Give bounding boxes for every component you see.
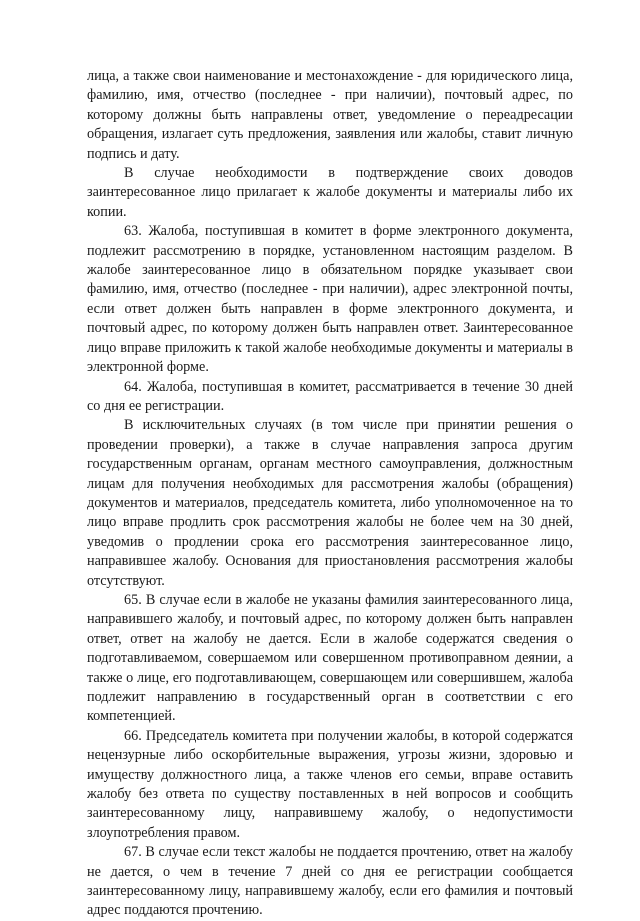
paragraph-exceptional-cases: В исключительных случаях (в том числе при принятии решения о проведении проверки), а также в случае направления запроса другим государственным органам, органам местного самоуправления, должностным лицам для получения необходимых для рассмотрения жалобы (обращения) документов и материалов, председатель комитета, либо уполномоченное на то лицо вправе продлить срок рассмотрения жалобы не более чем на 30 дней, уведомив о продлении срока его рассмотрения заинтересованное лицо, направившее жалобу. Основания для приостановления рассмотрения жалобы отсутствуют. (87, 417, 573, 589)
paragraph-item-63: 63. Жалоба, поступившая в комитет в форме электронного документа, подлежит рассмотрению в порядке, установленном настоящим разделом. В жалобе заинтересованное лицо в обязательном порядке указывает свои фамилию, имя, отчество (последнее - при наличии), адрес электронной почты, если ответ должен быть направлен в форме электронного документа, и почтовый адрес, по которому должен быть направлен ответ. Заинтересованное лицо вправе приложить к такой жалобе необходимые документы и материалы в электронной форме. (87, 223, 573, 376)
paragraph-item-64: 64. Жалоба, поступившая в комитет, рассматривается в течение 30 дней со дня ее регистрации. (87, 378, 573, 414)
document-page (87, 67, 573, 921)
paragraph-continuation: лица, а также свои наименование и местонахождение - для юридического лица, фамилию, имя, отчество (последнее - при наличии), почтовый адрес, по которому должны быть направлены ответ, уведомление о переадресации обращения, излагает суть предложения, заявления или жалобы, ставит личную подпись и дату. (87, 68, 573, 162)
paragraph-item-65: 65. В случае если в жалобе не указаны фамилия заинтересованного лица, направившего жалобу, и почтовый адрес, по которому должен быть направлен ответ, ответ на жалобу не дается. Если в жалобе содержатся сведения о подготавливаемом, совершаемом или совершенном противоправном деянии, а также о лице, его подготавливающем, совершающем или совершившем, жалоба подлежит направлению в государственный орган в соответствии с его компетенцией. (87, 591, 573, 725)
paragraph-item-67: 67. В случае если текст жалобы не поддается прочтению, ответ на жалобу не дается, о чем в течение 7 дней со дня ее регистрации сообщается заинтересованному лицу, направившему жалобу, если его фамилия и почтовый адрес поддаются прочтению. (87, 844, 573, 919)
paragraph-item-66: 66. Председатель комитета при получении жалобы, в которой содержатся нецензурные либо оскорбительные выражения, угрозы жизни, здоровью и имуществу должностного лица, а также членов его семьи, вправе оставить жалобу без ответа по существу поставленных в ней вопросов и сообщить заинтересованному лицу, направившему жалобу, о недопустимости злоупотребления правом. (87, 727, 573, 841)
paragraph-supporting-documents: В случае необходимости в подтверждение своих доводов заинтересованное лицо прилагает к жалобе документы и материалы либо их копии. (87, 165, 573, 220)
